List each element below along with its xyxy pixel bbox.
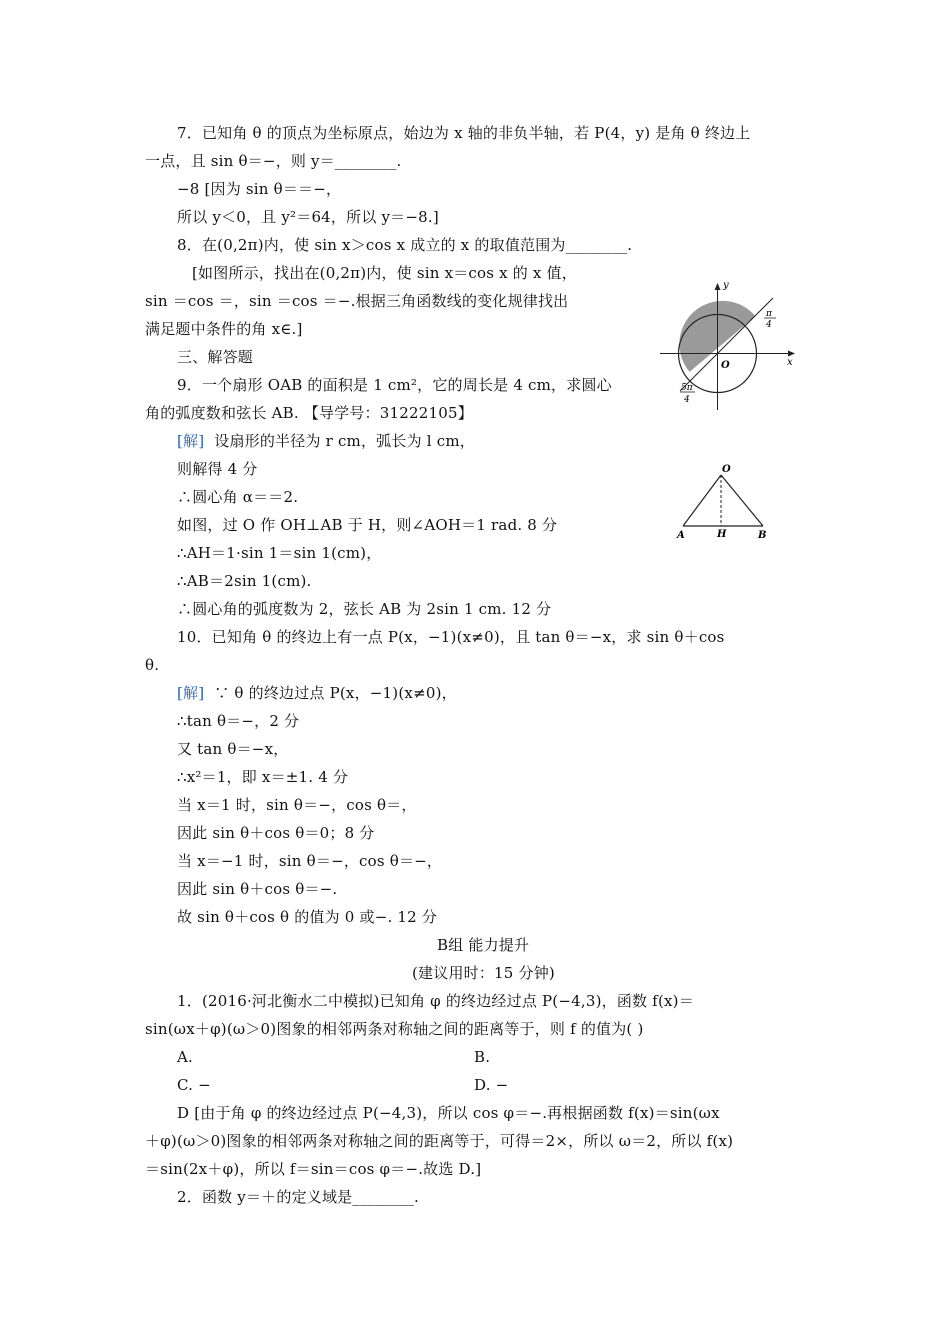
q9-solution-text: 设扇形的半径为 r cm，弧长为 l cm， [214,432,475,450]
suggested-time: (建议用时：15 分钟) [412,964,555,982]
q9-solution-line7: ∴圆心角的弧度数为 2，弦长 AB 为 2sin 1 cm. 12 分 [177,600,552,618]
q8-line1: 8．在(0,2π)内，使 sin x＞cos x 成立的 x 的取值范围为________. [177,236,633,254]
label-H: H [717,529,727,540]
q10-solution-line8: 因此 sin θ＋cos θ＝−. [177,880,338,898]
label-O: O [722,464,731,475]
q9-solution-line6: ∴AB＝2sin 1(cm). [177,572,312,590]
q9-solution-line3: ∴圆心角 α＝＝2. [177,488,299,506]
solution-tag: [解] [177,684,205,702]
b1-option-d: D. − [474,1076,509,1094]
section-heading: 三、解答题 [177,348,254,366]
q8-answer-line3: 满足题中条件的角 x∈.] [145,320,303,338]
b1-line2: sin(ωx＋φ)(ω＞0)图象的相邻两条对称轴之间的距离等于，则 f 的值为( ) [145,1020,644,1038]
triangle-figure [670,462,780,542]
q10-solution-line5: 当 x＝1 时，sin θ＝−，cos θ＝， [177,796,417,814]
q9-line1: 9．一个扇形 OAB 的面积是 1 cm²，它的周长是 4 cm，求圆心 [177,376,612,394]
q10-solution-line7: 当 x＝−1 时，sin θ＝−，cos θ＝−， [177,852,443,870]
group-b-heading: B组 能力提升 [437,936,530,954]
label-origin: O [721,360,730,371]
side-OA [683,475,721,526]
q10-line1: 10．已知角 θ 的终边上有一点 P(x，−1)(x≠0)，且 tan θ＝−x，求 sin θ＋cos [177,628,725,646]
unit-circle-figure [655,275,805,415]
q9-solution-line1 [177,431,475,451]
b1-option-b: B. [474,1048,491,1066]
q7-line1: 7．已知角 θ 的顶点为坐标原点，始边为 x 轴的非负半轴，若 P(4，y) 是角 θ 终边上 [177,124,751,142]
q7-answer-line2: 所以 y＜0，且 y²＝64，所以 y＝−8.] [177,208,439,226]
b1-answer-line1: D [由于角 φ 的终边经过点 P(−4,3)，所以 cos φ＝−.再根据函数 f(x)＝sin(ωx [177,1104,720,1122]
label-y: y [723,280,729,291]
label-x: x [787,357,793,368]
q10-solution-line4: ∴x²＝1，即 x＝±1. 4 分 [177,768,349,786]
q7-line2: 一点，且 sin θ＝−，则 y＝________. [145,152,402,170]
q9-solution-line4: 如图，过 O 作 OH⊥AB 于 H，则∠AOH＝1 rad. 8 分 [177,516,558,534]
solution-tag: [解] [177,432,205,450]
q8-answer-line2: sin ＝cos ＝，sin ＝cos ＝−.根据三角函数线的变化规律找出 [145,292,569,310]
q10-solution-text: ∵ θ 的终边过点 P(x，−1)(x≠0)， [214,684,457,702]
q10-solution-line2: ∴tan θ＝−，2 分 [177,712,300,730]
label-pi-den: 4 [766,320,772,330]
q8-answer-line1: [如图所示，找出在(0,2π)内，使 sin x＝cos x 的 x 值， [192,264,577,282]
q10-solution-line6: 因此 sin θ＋cos θ＝0；8 分 [177,824,375,842]
label-pi-num: π [766,309,772,319]
y-axis-arrow-icon [715,283,721,290]
label-A: A [677,530,685,541]
q10-solution-line9: 故 sin θ＋cos θ 的值为 0 或−. 12 分 [177,908,438,926]
label-5pi-num: 5π [681,383,693,393]
q10-solution-line1 [177,683,457,703]
q9-line2: 角的弧度数和弦长 AB. 【导学号：31222105】 [145,404,473,422]
b1-answer-line2: ＋φ)(ω＞0)图象的相邻两条对称轴之间的距离等于，可得＝2×，所以 ω＝2，所以 f(x) [145,1132,734,1150]
x-axis-arrow-icon [788,351,795,357]
q10-line2: θ. [145,656,160,674]
q7-answer-line1: −8 [因为 sin θ＝＝−， [177,180,342,198]
label-5pi-den: 4 [684,395,690,405]
label-B: B [758,530,767,541]
q9-solution-line5: ∴AH＝1·sin 1＝sin 1(cm)， [177,544,382,562]
b2-line1: 2．函数 y＝＋的定义域是________. [177,1188,419,1206]
b1-option-a: A. [177,1048,194,1066]
b1-answer-line3: ＝sin(2x＋φ)，所以 f＝sin＝cos φ＝−.故选 D.] [145,1160,482,1178]
b1-line1: 1．(2016·河北衡水二中模拟)已知角 φ 的终边经过点 P(−4,3)，函数 f(x)＝ [177,992,694,1010]
q9-solution-line2: 则解得 4 分 [177,460,258,478]
side-OB [721,475,763,526]
q10-solution-line3: 又 tan θ＝−x， [177,740,289,758]
b1-option-c: C. − [177,1076,211,1094]
